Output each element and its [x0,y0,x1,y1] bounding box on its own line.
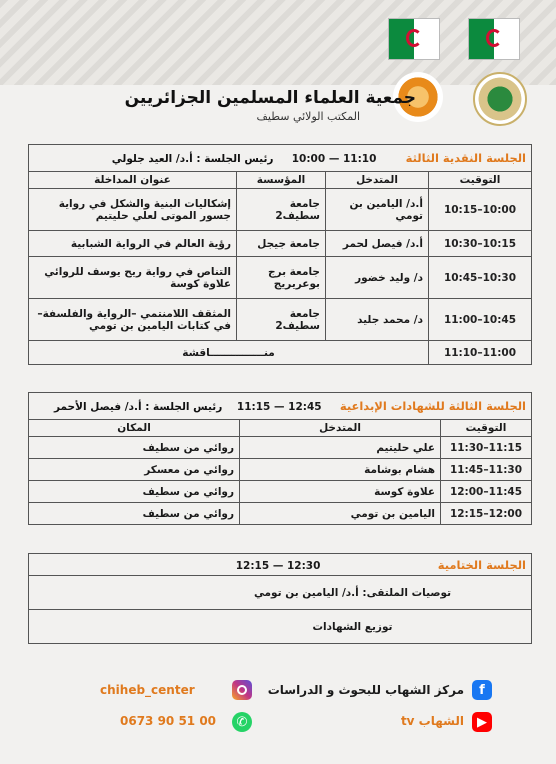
row-place: روائي من معسكر [29,459,240,481]
table-row [29,481,532,503]
closing-time: 12:15 — 12:30 [235,559,321,572]
row-paper-title: رؤية العالم في الرواية الشبابية [29,231,237,257]
discussion-label: منـــــــــــــــاقشة [29,341,429,365]
row-speaker: علاوة كوسة [240,481,441,503]
algeria-flag-icon [388,18,440,60]
row-institution: جامعة سطيف2 [237,189,326,231]
whatsapp-icon[interactable]: ✆ [232,712,252,732]
instagram-handle[interactable]: chiheb_center [100,683,195,697]
row-institution: جامعة برج بوعريريج [237,257,326,299]
row-time: 12:00–12:15 [441,503,532,525]
col-speaker: المتدخل [326,172,429,189]
col-time: التوقيت [441,420,532,437]
row-paper-title: المثقف اللامنتمي –الرواية والفلسفة– في كتابات اليامين بن تومي [29,299,237,341]
algeria-flag-icon [468,18,520,60]
row-speaker: علي حليتيم [240,437,441,459]
row-time: 10:15–10:30 [429,231,532,257]
row-time: 11:30–11:45 [441,459,532,481]
row-paper-title: التناص في رواية ريح يوسف للروائي علاوة كوسة [29,257,237,299]
row-place: روائي من سطيف [29,437,240,459]
col-place: المكان [29,420,240,437]
row-speaker: هشام بوشامة [240,459,441,481]
row-speaker: أ.د/ اليامين بن تومي [326,189,429,231]
testimonies-chair: رئيس الجلسة : أ.د/ فيصل الأحمر [53,401,223,413]
closing-header [29,554,532,576]
closing-table [28,553,532,644]
col-paper-title: عنوان المداخلة [29,172,237,189]
phone-number[interactable]: 0673 90 51 00 [120,714,217,728]
session3-table [28,144,532,365]
session3-title: الجلسة النقدية الثالثة [405,151,526,165]
table-row [29,257,532,299]
row-speaker: د/ وليد خضور [326,257,429,299]
discussion-row [29,341,532,365]
recommendations: توصيات الملتقى: أ.د/ اليامين بن تومي [29,576,532,610]
table-row [29,503,532,525]
facebook-page-name[interactable]: مركز الشهاب للبحوث و الدراسات [267,683,464,697]
table-row [29,459,532,481]
certificates-distribution: توزيع الشهادات [29,610,532,644]
row-institution: جامعة جيجل [237,231,326,257]
organization-name: جمعية العلماء المسلمين الجزائريين [124,88,416,108]
row-paper-title: إشكاليات البنية والشكل في رواية جسور الموتى لعلي حليتيم [29,189,237,231]
session3-time: 10:00 — 11:10 [291,153,377,165]
row-institution: جامعة سطيف2 [237,299,326,341]
col-speaker: المتدخل [240,420,441,437]
association-seal-logo [473,72,527,126]
discussion-time: 11:00–11:10 [429,341,532,365]
table-row [29,189,532,231]
row-time: 10:45–11:00 [429,299,532,341]
testimonies-header [29,393,532,420]
row-speaker: أ.د/ فيصل لحمر [326,231,429,257]
youtube-icon[interactable]: ▶ [472,712,492,732]
testimonies-title: الجلسة الثالثة للشهادات الإبداعية [339,399,526,413]
office-name: المكتب الولائي سطيف [256,110,360,123]
row-time: 10:30–10:45 [429,257,532,299]
youtube-channel-name[interactable]: الشهاب tv [400,714,464,728]
instagram-icon[interactable] [232,680,252,700]
closing-title: الجلسة الختامية [437,557,526,572]
row-speaker: اليامين بن تومي [240,503,441,525]
testimonies-time: 11:15 — 12:45 [236,401,322,413]
session3-chair: رئيس الجلسة : أ.د/ العيد جلولي [111,153,274,165]
session3-header [29,145,532,172]
row-time: 11:15–11:30 [441,437,532,459]
testimonies-table [28,392,532,525]
col-time: التوقيت [429,172,532,189]
row-time: 10:00–10:15 [429,189,532,231]
table-row [29,299,532,341]
table-row [29,437,532,459]
row-time: 11:45–12:00 [441,481,532,503]
col-institution: المؤسسة [237,172,326,189]
row-place: روائي من سطيف [29,481,240,503]
row-speaker: د/ محمد جليد [326,299,429,341]
facebook-icon[interactable]: f [472,680,492,700]
row-place: روائي من سطيف [29,503,240,525]
table-row [29,231,532,257]
